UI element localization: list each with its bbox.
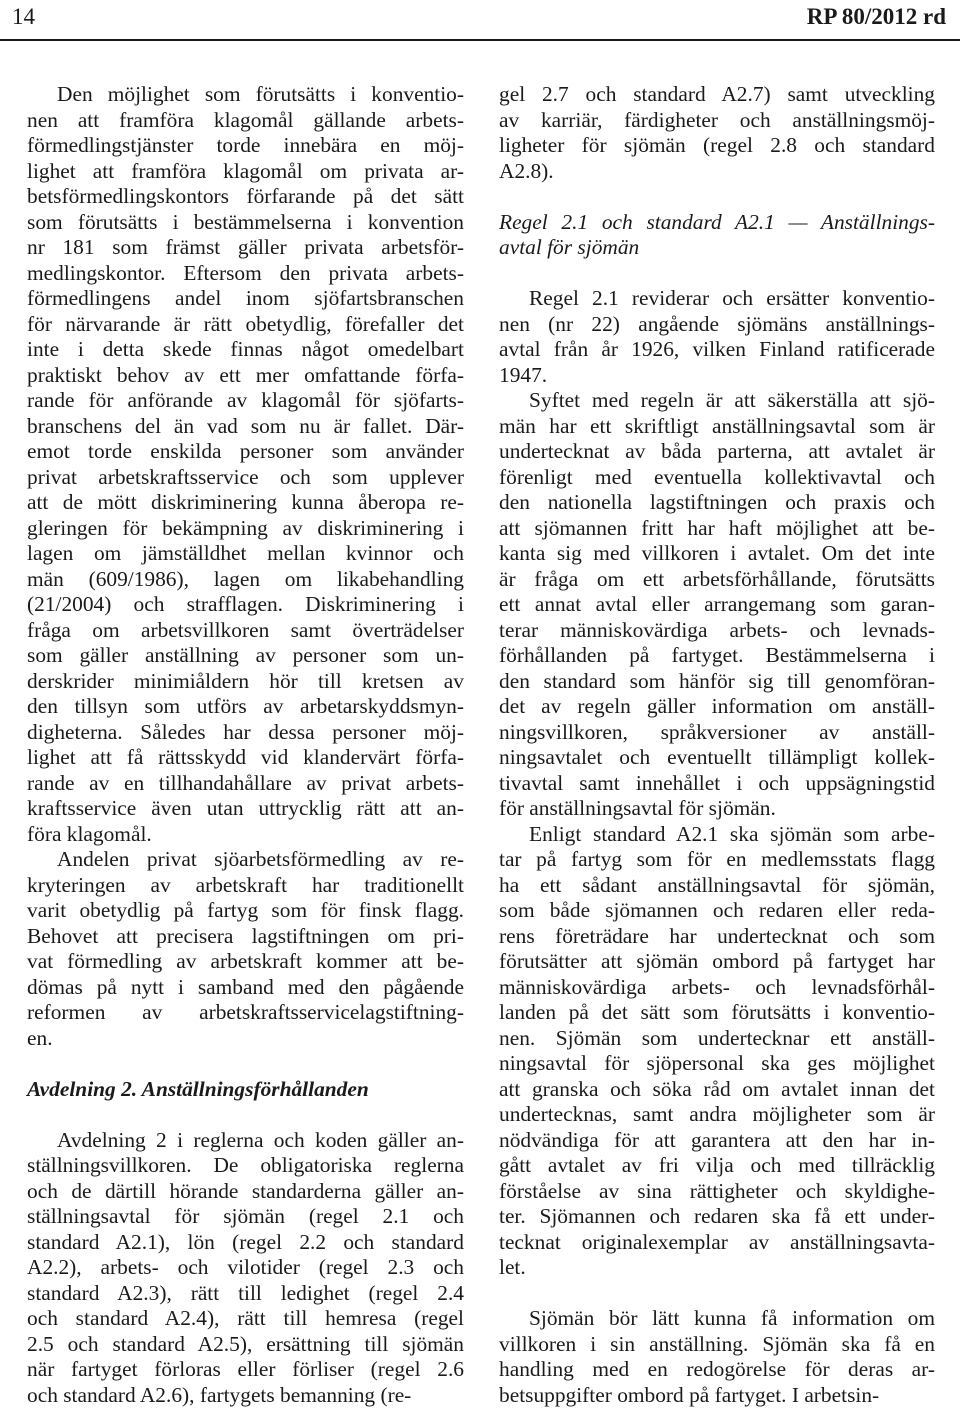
paragraph — [499, 822, 935, 1281]
paragraph — [27, 847, 464, 1051]
text-line: privat arbetskraftsservice och som upplever — [27, 465, 464, 491]
section-heading: Avdelning 2. Anställningsförhållanden — [27, 1077, 464, 1103]
text-line: nr 181 som främst gäller privata arbetsför- — [27, 235, 464, 261]
text-line: vat förmedling av arbetskraft kommer att be- — [27, 949, 464, 975]
text-line: kryteringen av arbetskraft har traditionellt — [27, 873, 464, 899]
text-line: ställningsvillkoren. De obligatoriska reglerna — [27, 1153, 464, 1179]
text-line: en. — [27, 1026, 464, 1052]
text-line: förmedlingstjänster torde innebära en möj- — [27, 133, 464, 159]
paragraph — [499, 286, 935, 388]
right-column — [499, 82, 935, 1408]
text-line: (21/2004) och strafflagen. Diskriminering i — [27, 592, 464, 618]
text-line: emot torde enskilda personer som använder — [27, 439, 464, 465]
text-line: är fråga om ett arbetsförhållande, förutsätts — [499, 567, 935, 593]
header-rule — [0, 39, 960, 41]
text-line: landen på det sätt som förutsätts i konventio- — [499, 1000, 935, 1026]
text-line: A2.2), arbets- och vilotider (regel 2.3 och — [27, 1255, 464, 1281]
text-line: ningsavtal för sjöpersonal ska ges möjlighet — [499, 1051, 935, 1077]
subsection-heading — [499, 210, 935, 261]
text-line: lighet att få rättsskydd vid klandervärt förfa- — [27, 745, 464, 771]
text-line: den nationella lagstiftningen och praxis och — [499, 490, 935, 516]
text-line: standard A2.1), lön (regel 2.2 och standard — [27, 1230, 464, 1256]
page-header — [0, 0, 960, 40]
text-line: föra klagomål. — [27, 822, 464, 848]
text-line: tecknat originalexemplar av anställningsavta- — [499, 1230, 935, 1256]
text-line: förenligt med eventuella kollektivavtal och — [499, 465, 935, 491]
text-line: nen att framföra klagomål gällande arbets- — [27, 108, 464, 134]
text-line: för anställningsavtal för sjömän. — [499, 796, 935, 822]
text-line: derskrider minimiåldern hör till kretsen av — [27, 669, 464, 695]
text-line: avtal från år 1926, vilken Finland ratificerade — [499, 337, 935, 363]
text-line: och standard A2.6), fartygets bemanning (re- — [27, 1383, 464, 1408]
text-line: praktiskt behov av ett mer omfattande förfa- — [27, 363, 464, 389]
document-id: RP 80/2012 rd — [807, 4, 946, 30]
text-line: gel 2.7 och standard A2.7) samt utveckling — [499, 82, 935, 108]
spacer — [27, 1102, 464, 1128]
text-line: 1947. — [499, 363, 935, 389]
left-column — [27, 82, 464, 1408]
text-line: män har ett skriftligt anställningsavtal som är — [499, 414, 935, 440]
text-line: ställningsavtal för sjömän (regel 2.1 och — [27, 1204, 464, 1230]
text-line: ter. Sjömannen och redaren ska få ett under- — [499, 1204, 935, 1230]
paragraph — [499, 82, 935, 184]
text-line: digheterna. Således har dessa personer möj- — [27, 720, 464, 746]
spacer — [27, 1051, 464, 1077]
text-line: nödvändiga för att garantera att den har in- — [499, 1128, 935, 1154]
spacer — [499, 1281, 935, 1307]
text-line: Behovet att precisera lagstiftningen om pri- — [27, 924, 464, 950]
text-line: terar människovärdiga arbets- och levnads- — [499, 618, 935, 644]
text-line: nen (nr 22) angående sjömäns anställnings- — [499, 312, 935, 338]
text-line: ningsvillkoren, språkversioner av anställ- — [499, 720, 935, 746]
text-line: rens företrädare har undertecknat och som — [499, 924, 935, 950]
text-line: medlingskontor. Eftersom den privata arbets- — [27, 261, 464, 287]
paragraph — [499, 1306, 935, 1408]
text-line: dömas på nytt i samband med den pågående — [27, 975, 464, 1001]
text-line: inte i detta skede finnas något omedelbart — [27, 337, 464, 363]
page-number: 14 — [12, 4, 35, 30]
text-line: att sjömannen fritt har haft möjlighet att be- — [499, 516, 935, 542]
text-line: gleringen för bekämpning av diskriminering i — [27, 516, 464, 542]
text-line: reformen av arbetskraftsservicelagstiftning- — [27, 1000, 464, 1026]
text-line: och de därtill hörande standarderna gäller an- — [27, 1179, 464, 1205]
text-line: den tillsyn som utförs av arbetarskyddsmyn- — [27, 694, 464, 720]
text-line: ha ett sådant anställningsavtal för sjömän, — [499, 873, 935, 899]
text-line: kraftsservice även utan uttrycklig rätt att an- — [27, 796, 464, 822]
text-line: människovärdiga arbets- och levnadsförhål- — [499, 975, 935, 1001]
text-line: som både sjömannen och redaren eller reda- — [499, 898, 935, 924]
text-line: undertecknat av båda parterna, att avtalet är — [499, 439, 935, 465]
text-line: betsförmedlingskontors förfarande på det sätt — [27, 184, 464, 210]
text-line: tar på fartyg som för en medlemsstats flagg — [499, 847, 935, 873]
text-line: nen. Sjömän som undertecknar ett anställ- — [499, 1026, 935, 1052]
text-line: för närvarande är rätt obetydlig, förefaller det — [27, 312, 464, 338]
text-line: rande av en tillhandahållare av privat arbets- — [27, 771, 464, 797]
text-line: ningsavtalet och eventuellt tillämpligt kollek- — [499, 745, 935, 771]
text-line: förutsätter att sjömän ombord på fartyget har — [499, 949, 935, 975]
text-line: av karriär, färdigheter och anställningsmöj- — [499, 108, 935, 134]
text-line: betsuppgifter ombord på fartyget. I arbetsin- — [499, 1383, 935, 1408]
text-line: fråga om arbetsvillkoren samt överträdelser — [27, 618, 464, 644]
text-line: undertecknas, samt andra möjligheter som är — [499, 1102, 935, 1128]
text-line: Enligt standard A2.1 ska sjömän som arbe- — [499, 822, 935, 848]
text-line: rande för anförande av klagomål för sjöfarts- — [27, 388, 464, 414]
text-line: 2.5 och standard A2.5), ersättning till sjömän — [27, 1332, 464, 1358]
text-line: villkoren i sin anställning. Sjömän ska få en — [499, 1332, 935, 1358]
text-line: handling med en redogörelse för deras ar- — [499, 1357, 935, 1383]
subsection-heading-line: avtal för sjömän — [499, 235, 935, 261]
paragraph — [499, 388, 935, 822]
text-line: Andelen privat sjöarbetsförmedling av re- — [27, 847, 464, 873]
text-line: som gäller anställning av personer som un- — [27, 643, 464, 669]
text-line: Sjömän bör lätt kunna få information om — [499, 1306, 935, 1332]
paragraph — [27, 1128, 464, 1408]
text-line: Avdelning 2 i reglerna och koden gäller an- — [27, 1128, 464, 1154]
text-line: A2.8). — [499, 159, 935, 185]
text-line: let. — [499, 1255, 935, 1281]
text-line: förståelse av sina rättigheter och skyldighe- — [499, 1179, 935, 1205]
text-line: tivavtal samt innehållet i och uppsägningstid — [499, 771, 935, 797]
subsection-heading-line: Regel 2.1 och standard A2.1 — Anställnings- — [499, 210, 935, 236]
text-line: som förutsätts i bestämmelserna i konvention — [27, 210, 464, 236]
text-line: ligheter för sjömän (regel 2.8 och standard — [499, 133, 935, 159]
text-line: den standard som hänför sig till genomföran- — [499, 669, 935, 695]
text-line: kanta sig med villkoren i avtalet. Om det inte — [499, 541, 935, 567]
text-line: Den möjlighet som förutsätts i konventio- — [27, 82, 464, 108]
text-line: förmedlingens andel inom sjöfartsbranschen — [27, 286, 464, 312]
text-line: när fartyget förloras eller förliser (regel 2.6 — [27, 1357, 464, 1383]
spacer — [499, 261, 935, 287]
text-line: förhållanden på fartyget. Bestämmelserna i — [499, 643, 935, 669]
text-line: och standard A2.4), rätt till hemresa (regel — [27, 1306, 464, 1332]
text-line: Syftet med regeln är att säkerställa att sjö- — [499, 388, 935, 414]
text-line: lagen om jämställdhet mellan kvinnor och — [27, 541, 464, 567]
text-line: lighet att framföra klagomål om privata ar- — [27, 159, 464, 185]
text-line: Regel 2.1 reviderar och ersätter konventio- — [499, 286, 935, 312]
text-line: män (609/1986), lagen om likabehandling — [27, 567, 464, 593]
paragraph — [27, 82, 464, 847]
text-line: branschens del än vad som nu är fallet. Där- — [27, 414, 464, 440]
spacer — [499, 184, 935, 210]
text-line: varit obetydlig på fartyg som för finsk flagg. — [27, 898, 464, 924]
text-line: att de mött diskriminering kunna åberopa re- — [27, 490, 464, 516]
text-line: det av regeln gäller information om anställ- — [499, 694, 935, 720]
text-line: ett annat avtal eller arrangemang som garan- — [499, 592, 935, 618]
text-line: gått avtalet av fri vilja och med tillräcklig — [499, 1153, 935, 1179]
text-line: att granska och söka råd om avtalet innan det — [499, 1077, 935, 1103]
text-line: standard A2.3), rätt till ledighet (regel 2.4 — [27, 1281, 464, 1307]
